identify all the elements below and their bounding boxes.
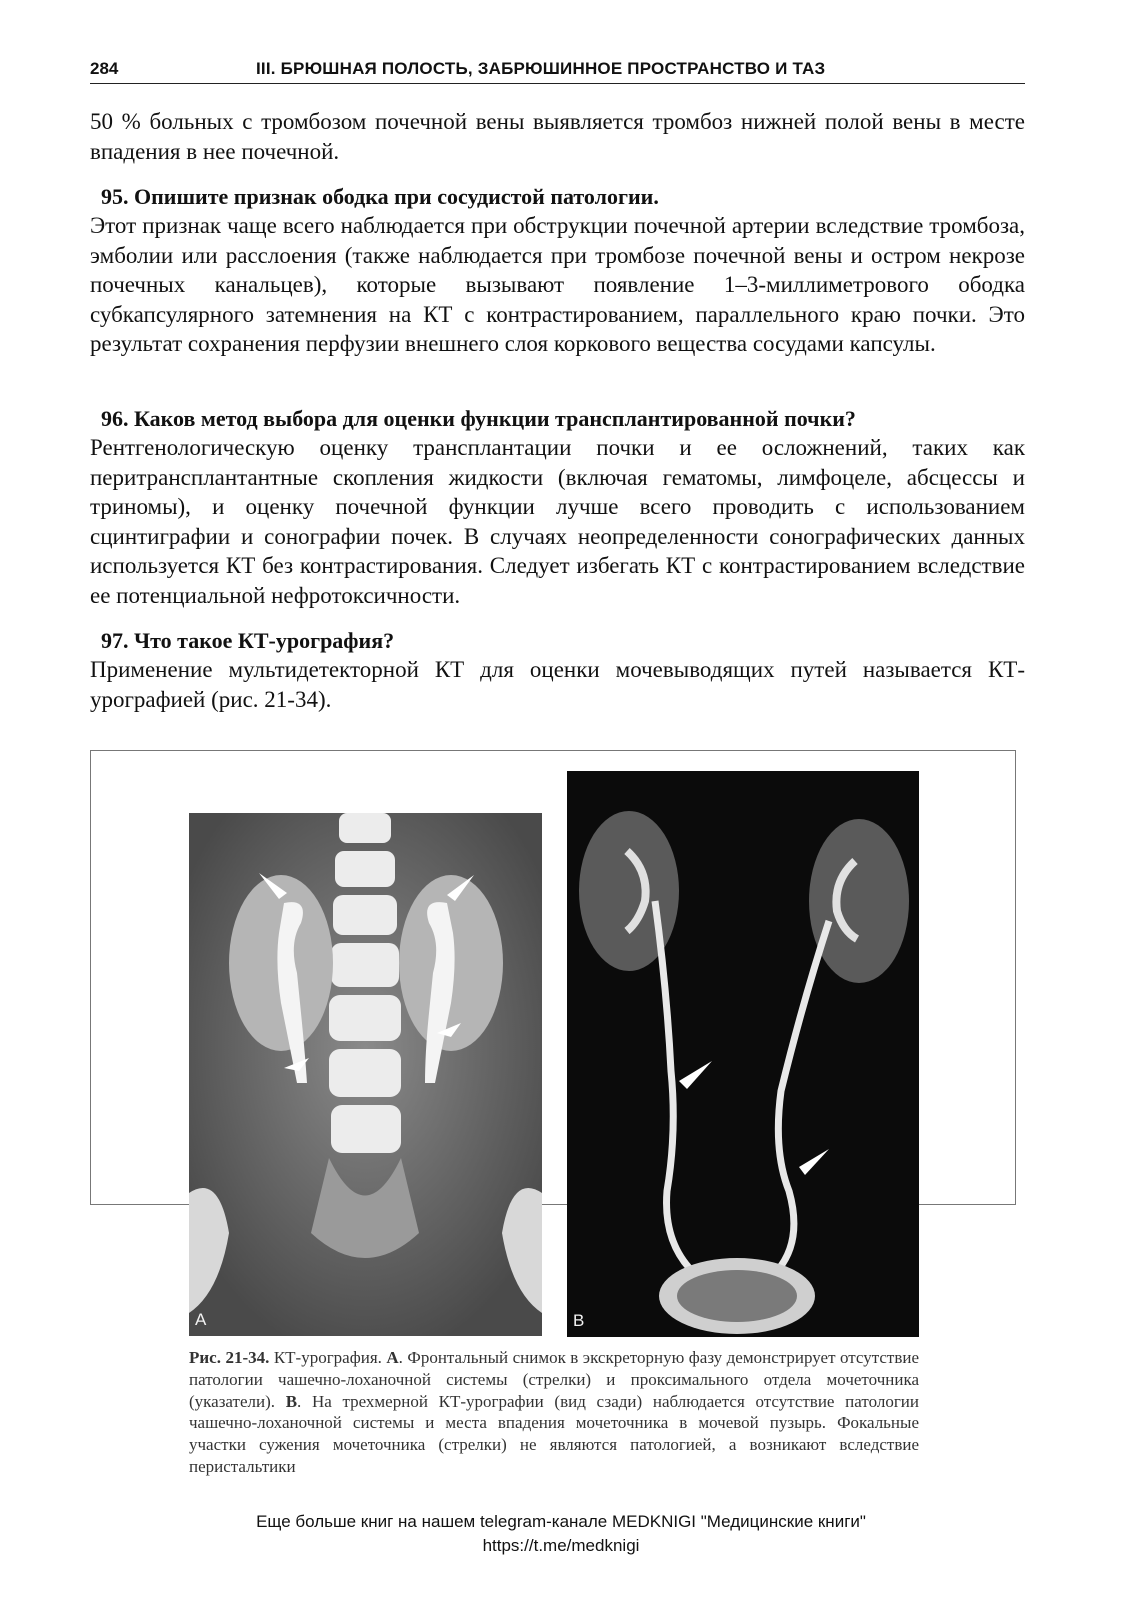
- intro-paragraph: 50 % больных с тромбозом почечной вены выявляется тромбоз нижней полой вены в месте впадения в нее почечной.: [90, 109, 1025, 164]
- running-title: III. БРЮШНАЯ ПОЛОСТЬ, ЗАБРЮШИННОЕ ПРОСТРАНСТВО И ТАЗ: [256, 59, 826, 78]
- page-header: [90, 57, 1025, 84]
- question-95-answer: Этот признак чаще всего наблюдается при обструкции почечной артерии вследствие тромбоза, эмболии или расслоения (также наблюдается при тромбозе почечной вены и остром некрозе почечных канальцев), которые вызывают появление 1–3-миллиметрового ободка субкапсулярного затемнения на КТ с контрастированием, параллельного краю почки. Это результат сохранения перфузии внешнего слоя коркового вещества сосудами капсулы.: [90, 213, 1025, 357]
- ct-coronal-image-a: [189, 813, 542, 1336]
- caption-label-a: А: [386, 1348, 399, 1367]
- panel-b-label: B: [573, 1311, 585, 1330]
- caption-text-2: . Фронтальный снимок в экскреторную фазу демонстрирует отсутствие патологии чашечно-лоханочной системы (стрелки) и проксимального отдела мочеточника (указатели).: [189, 1348, 919, 1411]
- ct-coronal-illustration: [189, 813, 542, 1336]
- question-96-answer: Рентгенологическую оценку трансплантации почки и ее осложнений, таких как перитрансплантантные скопления жидкости (включая гематомы, лимфоцеле, абсцессы и триномы), и оценку почечной функции лучше всего проводить с использованием сцинтиграфии и сонографии почек. В случаях неопределенности сонографических данных используется КТ без контрастирования. Следует избегать КТ с контрастированием вследствие ее потенциальной нефротоксичности.: [90, 435, 1025, 608]
- panel-a-label: A: [195, 1310, 207, 1329]
- question-97-heading: 97. Что такое КТ-урография?: [101, 628, 395, 653]
- caption-text-3: . На трехмерной КТ-урографии (вид сзади) наблюдается отсутствие патологии чашечно-лоханочной системы и места впадения мочеточника в мочевой пузырь. Фокальные участки сужения мочеточника (стрелки) не являются патологией, а возникают вследствие перистальтики: [189, 1391, 919, 1476]
- caption-label-b: В: [285, 1391, 298, 1411]
- caption-text-1: КТ-урография.: [269, 1348, 387, 1367]
- question-97-answer: Применение мультидетекторной КТ для оценки мочевыводящих путей называется КТ-урографией (рис. 21-34).: [90, 657, 1025, 712]
- question-95-heading: 95. Опишите признак ободка при сосудистой патологии.: [101, 184, 659, 209]
- footer-promo: Еще больше книг на нашем telegram-канале MEDKNIGI "Медицинские книги": [256, 1512, 866, 1531]
- footer-url[interactable]: https://t.me/medknigi: [482, 1536, 640, 1555]
- question-96-heading: 96. Каков метод выбора для оценки функции трансплантированной почки?: [101, 406, 856, 431]
- figure-21-34: [90, 750, 1016, 1476]
- figure-number: Рис. 21-34.: [189, 1348, 270, 1367]
- figure-caption: [189, 1347, 919, 1478]
- page-number: 284: [90, 59, 119, 78]
- ct-urography-3d-image-b: [567, 771, 919, 1337]
- ct-urography-illustration: [567, 771, 919, 1337]
